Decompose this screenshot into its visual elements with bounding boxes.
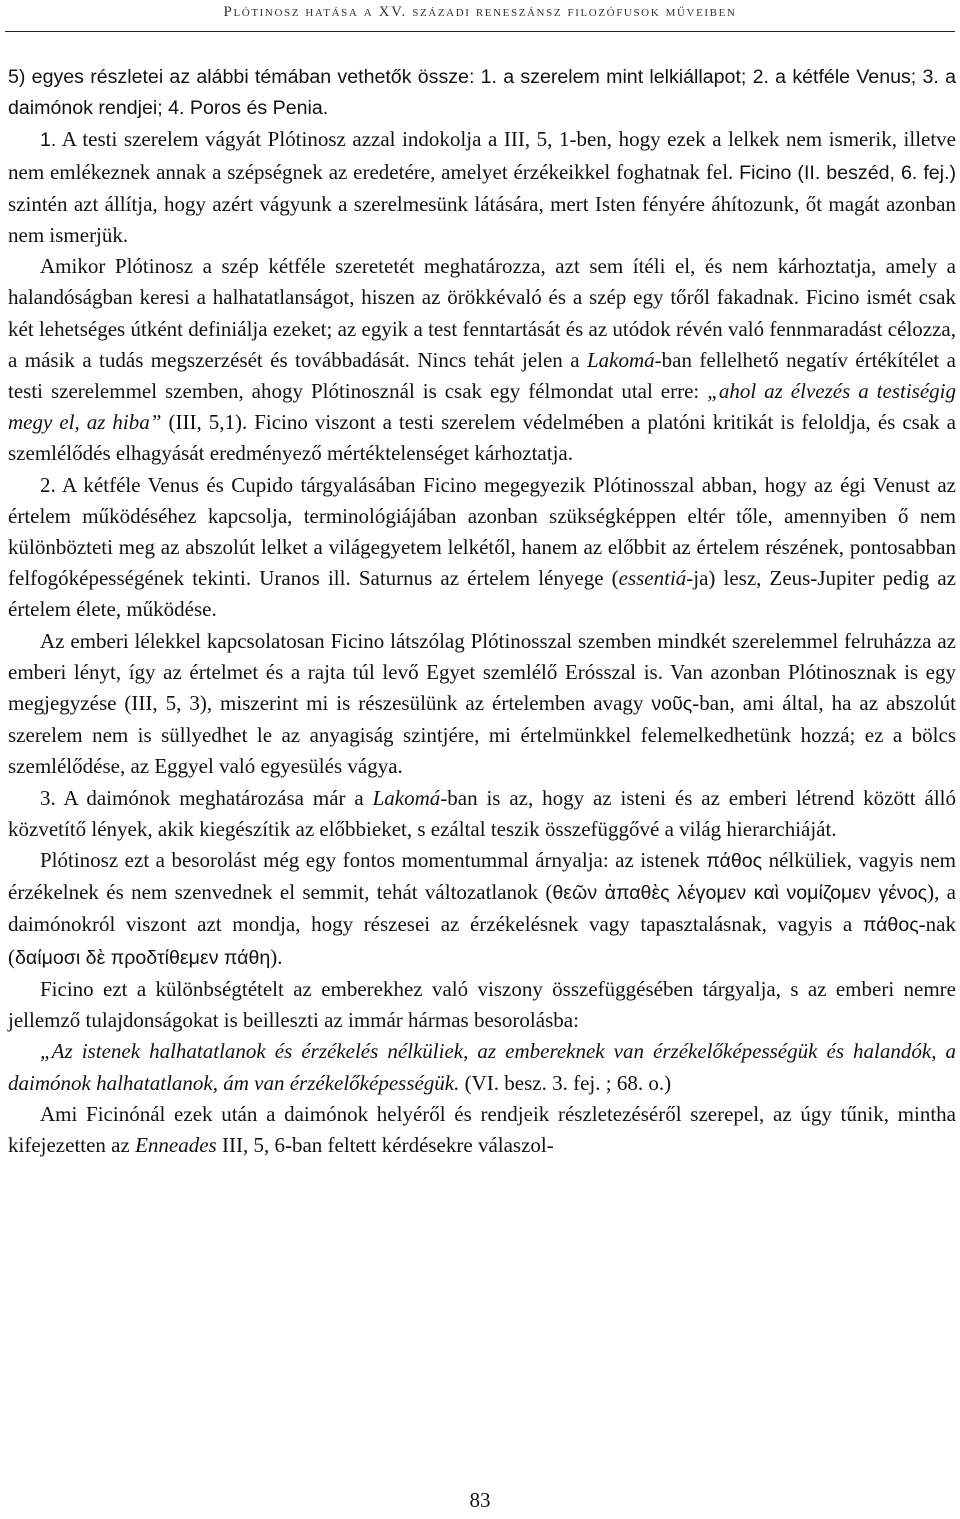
paragraph-1: 5) egyes részletei az alábbi témában vethetők össze: 1. a szerelem mint lelkiállapot; 2. a kétféle Venus; 3. a daimónok rendjei; 4. Poros és Penia. xyxy=(8,66,956,120)
paragraph-8: Ficino ezt a különbségtételt az emberekhez való viszony összefüggésében tárgyalja, s az emberi nemre jellemző tulajdonságokat is beilleszti az immár hármas besorolásba: xyxy=(8,976,956,1033)
paragraph-5: Az emberi lélekkel kapcsolatosan Ficino látszólag Plótinosszal szemben mindkét szerelemmel felruházza az emberi lényt, így az értelmet és a rajta túl levő Egyet szemlélő Erósszal is. Van azonban Plótinosznak is egy megjegyzése (III, 5, 3), miszerint mi is részesülünk az értelemben avagy νοῦς-ban, ami által, ha az abszolút szerelem nem is süllyedhet le az anyagiság szintjére, mi értelmünkkel felemelkedhetünk hozzá; ez a bölcs szemlélődése, az Eggyel való egyesülés vágya. xyxy=(8,628,956,779)
paragraph-3: Amikor Plótinosz a szép kétféle szeretetét meghatározza, azt sem ítéli el, és nem kárhoztatja, amely a halandóságban keresi a halhatatlanságot, hiszen az örökkévaló és a szép egy tőről fakadnak. Ficino ismét csak két lehetséges útként definiálja ezeket; az egyik a test fenntartását és az utódok révén való fennmaradást célozza, a másik a tudás megszerzését és továbbadását. Nincs tehát jelen a Lakomá-ban fellelhető negatív értékítélet a testi szerelemmel szemben, ahogy Plótinosznál is csak egy félmondat utal erre: „ahol az élvezés a testiségig megy el, az hiba” (III, 5,1). Ficino viszont a testi szerelem védelmében a platóni kritikát is feloldja, és csak a szemlélődés elhagyását eredményező mértéktelenséget kárhoztatja. xyxy=(8,254,956,466)
paragraph-2: 1. A testi szerelem vágyát Plótinosz azzal indokolja a III, 5, 1-ben, hogy ezek a lelkek nem ismerik, illetve nem emlékeznek annak a szépségnek az eredetére, amelyet érzékeikkel foghatnak fel. Ficino (II. beszéd, 6. fej.) szintén azt állítja, hogy azért vágyunk a szerelmesünk látására, mert Isten fényére áhítozunk, őt magát azonban nem ismerjük. xyxy=(8,127,956,248)
body-text xyxy=(8,62,956,1161)
page-number: 83 xyxy=(469,1488,491,1512)
paragraph-4: 2. A kétféle Venus és Cupido tárgyalásában Ficino megegyezik Plótinosszal abban, hogy az égi Venust az értelem működéséhez kapcsolja, terminológiájában azonban szükségképpen eltér tőle, amennyiben ő nem különbözteti meg az abszolút lelket a világegyetem lelkétől, hanem az előbbit az értelem részének, pontosabban felfogóképességének tekinti. Uranos ill. Saturnus az értelem lényege (essentiá-ja) lesz, Zeus-Jupiter pedig az értelem élete, működése. xyxy=(8,472,956,622)
running-title: Plótinosz hatása a XV. századi reneszánsz filozófusok műveiben xyxy=(223,4,737,20)
quotation: „Az istenek halhatatlanok és érzékelés nélküliek, az embereknek van érzékelőképességük és halandók, a daimónok halhatatlanok, ám van érzékelőképességük. (VI. besz. 3. fej. ; 68. o.) xyxy=(8,1039,956,1095)
paragraph-6: 3. A daimónok meghatározása már a Lakomá-ban is az, hogy az isteni és az emberi létrend között álló közvetítő lények, akik kiegészítik az előbbieket, s ezáltal teszik összefüggővé a világ hierarchiáját. xyxy=(8,785,956,841)
header-rule xyxy=(5,31,955,32)
running-header xyxy=(0,0,960,28)
paragraph-10: Ami Ficinónál ezek után a daimónok helyéről és rendjeik részletezéséről szerepel, az úgy tűnik, mintha kifejezetten az Enneades III, 5, 6-ban feltett kérdésekre válaszol- xyxy=(8,1101,956,1157)
paragraph-7: Plótinosz ezt a besorolást még egy fontos momentummal árnyalja: az istenek πάθος nélküliek, vagyis nem érzékelnek és nem szenvednek el semmit, tehát változatlanok (θεῶν ἀπαθὲς λέγομεν καὶ νομίζομεν γένος), a daimónokról viszont azt mondja, hogy részesei az érzékelésnek vagy tapasztalásnak, vagyis a πάθος-nak (δαίμοσι δὲ προδτίθεμεν πάθη). xyxy=(8,848,956,969)
